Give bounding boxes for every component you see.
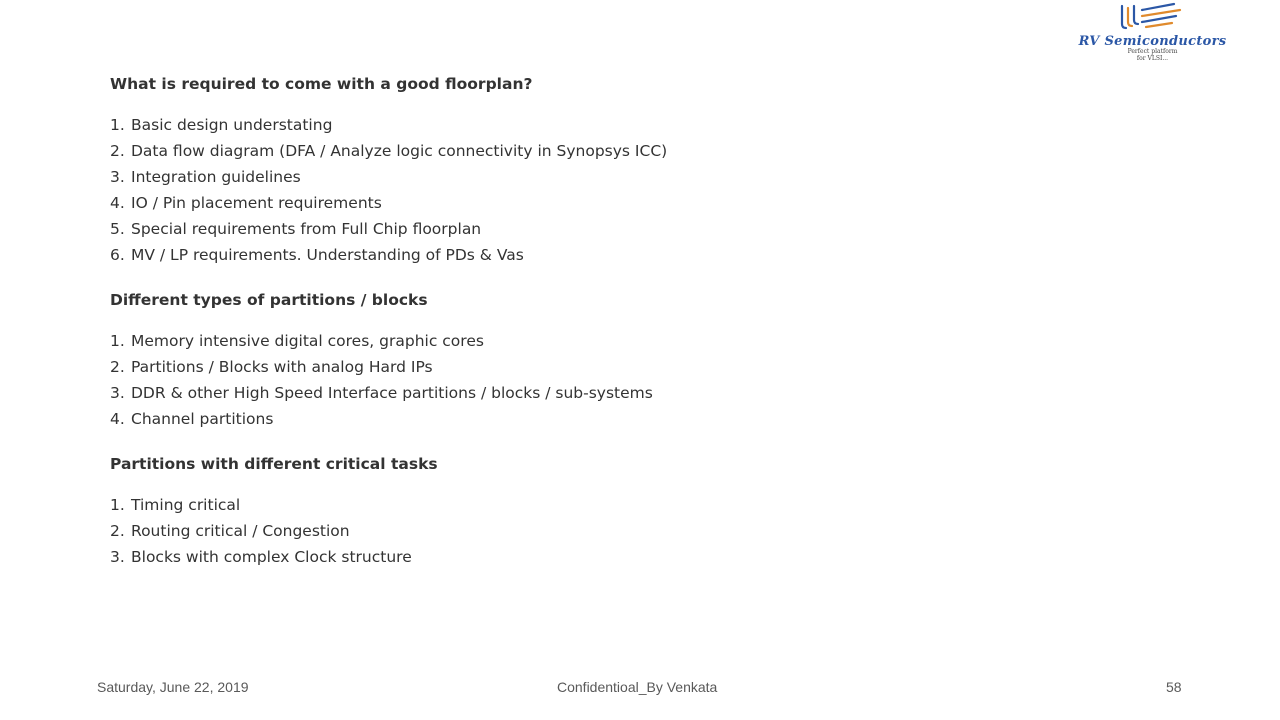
list-item <box>110 544 1010 570</box>
list-number: 6. <box>110 246 125 264</box>
list-item <box>110 380 1010 406</box>
list-item <box>110 216 1010 242</box>
list-number: 5. <box>110 220 125 238</box>
list-item <box>110 242 1010 268</box>
list-item-text: Memory intensive digital cores, graphic cores <box>131 332 484 350</box>
logo-tagline <box>1040 48 1265 62</box>
list-item-text: Partitions / Blocks with analog Hard IPs <box>131 358 433 376</box>
section-heading-floorplan-requirements: What is required to come with a good floorplan? <box>110 75 533 93</box>
list-number: 3. <box>110 384 125 402</box>
list-item <box>110 328 1010 354</box>
critical-tasks-list <box>110 492 1010 570</box>
logo-tagline-line1: Perfect platform <box>1127 48 1178 55</box>
company-logo <box>1040 0 1265 64</box>
floorplan-requirements-list <box>110 112 1010 268</box>
footer-confidential-note: Confidentioal_By Venkata <box>557 679 718 695</box>
list-item <box>110 492 1010 518</box>
slide-content <box>110 73 1010 570</box>
list-item <box>110 112 1010 138</box>
list-number: 1. <box>110 116 125 134</box>
list-number: 1. <box>110 332 125 350</box>
list-number: 4. <box>110 194 125 212</box>
list-item-text: DDR & other High Speed Interface partitions / blocks / sub-systems <box>131 384 653 402</box>
list-item-text: Channel partitions <box>131 410 274 428</box>
list-number: 4. <box>110 410 125 428</box>
list-item-text: Blocks with complex Clock structure <box>131 548 412 566</box>
list-item <box>110 138 1010 164</box>
list-item-text: IO / Pin placement requirements <box>131 194 382 212</box>
list-item-text: Data flow diagram (DFA / Analyze logic connectivity in Synopsys ICC) <box>131 142 668 160</box>
slide-number: 58 <box>1166 679 1182 695</box>
list-item-text: Basic design understating <box>131 116 333 134</box>
list-item-text: Timing critical <box>131 496 241 514</box>
list-item-text: Integration guidelines <box>131 168 301 186</box>
list-item <box>110 406 1010 432</box>
chip-logo-icon <box>1116 2 1186 32</box>
list-number: 1. <box>110 496 125 514</box>
footer-date: Saturday, June 22, 2019 <box>97 679 249 695</box>
logo-tagline-line2: for VLSI... <box>1136 55 1169 62</box>
section-heading-partition-types: Different types of partitions / blocks <box>110 291 428 309</box>
partition-types-list <box>110 328 1010 432</box>
list-number: 2. <box>110 522 125 540</box>
list-item-text: MV / LP requirements. Understanding of PDs & Vas <box>131 246 524 264</box>
list-number: 3. <box>110 168 125 186</box>
list-item <box>110 190 1010 216</box>
list-number: 3. <box>110 548 125 566</box>
list-number: 2. <box>110 358 125 376</box>
list-number: 2. <box>110 142 125 160</box>
list-item-text: Routing critical / Congestion <box>131 522 350 540</box>
list-item-text: Special requirements from Full Chip floorplan <box>131 220 482 238</box>
logo-company-name: RV Semiconductors <box>1078 34 1227 49</box>
list-item <box>110 518 1010 544</box>
section-heading-critical-tasks: Partitions with different critical tasks <box>110 455 438 473</box>
list-item <box>110 164 1010 190</box>
list-item <box>110 354 1010 380</box>
